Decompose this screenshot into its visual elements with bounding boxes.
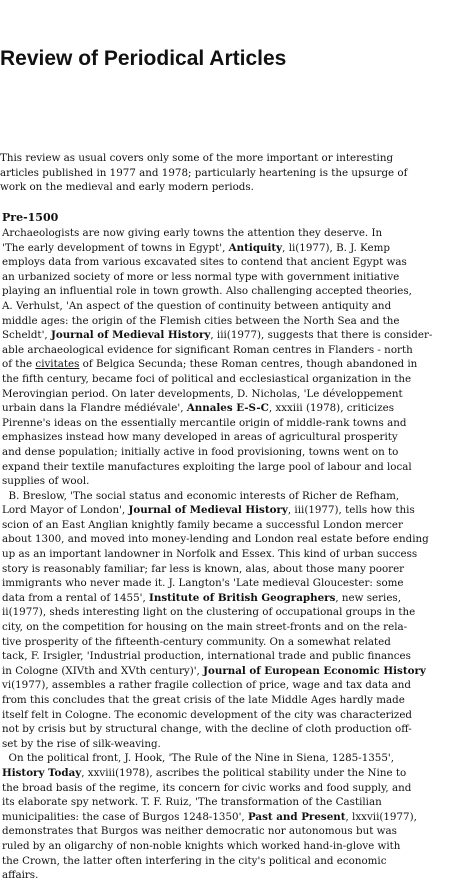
body-line: History Today, xxviii(1978), ascribes the political stability under the Nine to — [2, 766, 407, 779]
body-line: Pirenne's ideas on the essentially mercantile origin of middle-rank towns and — [2, 416, 407, 429]
intro-paragraph — [0, 151, 474, 195]
section-heading: Pre-1500 — [2, 211, 59, 224]
body-line: the fifth century, became foci of political and ecclesiastical organization in the — [2, 372, 412, 385]
intro-line: work on the medieval and early modern periods. — [0, 181, 254, 194]
body-line: urbain dans la Flandre médiévale', Annales E-S-C, xxxiii (1978), criticizes — [2, 402, 395, 415]
body-line: from this concludes that the great crisis of the late Middle Ages hardly made — [2, 694, 405, 706]
body-line: ii(1977), sheds interesting light on the clustering of occupational groups in the — [2, 606, 416, 619]
page-title: Review of Periodical Articles — [0, 47, 287, 70]
body-line: expand their textile manufactures exploiting the large pool of labour and local — [2, 460, 412, 473]
body-line: scion of an East Anglian knightly family became a successful London mercer — [2, 518, 403, 531]
body-line: immigrants who never made it. J. Langton's 'Late medieval Gloucester: some — [2, 577, 404, 590]
body-line: Scheldt', Journal of Medieval History, iii(1977), suggests that there is consider- — [2, 329, 433, 342]
body-line: Archaeologists are now giving early towns the attention they deserve. In — [2, 227, 383, 239]
body-text — [2, 226, 468, 883]
body-line: the Crown, the latter often interfering in the city's political and economic — [2, 854, 387, 867]
body-line: not by crisis but by structural change, with the decline of cloth production off- — [2, 723, 412, 736]
body-line: employs data from various excavated sites to contend that ancient Egypt was — [2, 256, 407, 269]
body-line: vi(1977), assembles a rather fragile collection of price, wage and tax data and — [2, 679, 411, 692]
body-line: playing an influential role in town growth. Also challenging accepted theories, — [2, 285, 412, 298]
intro-line: articles published in 1977 and 1978; particularly heartening is the upsurge of — [0, 166, 408, 179]
intro-line: This review as usual covers only some of the more important or interesting — [0, 152, 394, 164]
body-line: B. Breslow, 'The social status and economic interests of Richer de Refham, — [2, 489, 400, 502]
body-line: affairs. — [2, 869, 39, 882]
body-line: tack, F. Irsigler, 'Industrial production, international trade and public finances — [2, 650, 411, 663]
body-line: On the political front, J. Hook, 'The Rule of the Nine in Siena, 1285-1355', — [2, 752, 395, 765]
body-line: an urbanized society of more or less normal type with government initiative — [2, 270, 400, 283]
body-line: set by the rise of silk-weaving. — [2, 737, 161, 750]
body-line: tive prosperity of the fifteenth-century community. On a somewhat related — [2, 635, 391, 648]
body-line: of the civitates of Belgica Secunda; these Roman centres, though abandoned in — [2, 358, 418, 371]
body-line: 'The early development of towns in Egypt', Antiquity, li(1977), B. J. Kemp — [2, 241, 390, 254]
body-line: able archaeological evidence for significant Roman centres in Flanders - north — [2, 343, 413, 356]
body-line: Lord Mayor of London', Journal of Medieval History, iii(1977), tells how this — [2, 504, 415, 517]
body-line: and dense population; initially active in food provisioning, towns went on to — [2, 445, 399, 458]
body-line: middle ages: the origin of the Flemish cities between the North Sea and the — [2, 314, 400, 327]
body-line: emphasizes instead how many developed in areas of agricultural prosperity — [2, 431, 398, 444]
body-line: Merovingian period. On later developments, D. Nicholas, 'Le développement — [2, 387, 403, 400]
body-line: demonstrates that Burgos was neither democratic nor autonomous but was — [2, 825, 397, 838]
body-line: data from a rental of 1455', Institute of British Geographers, new series, — [2, 591, 401, 604]
body-line: ruled by an oligarchy of non-noble knights which worked hand-in-glove with — [2, 839, 401, 852]
body-line: its elaborate spy network. T. F. Ruiz, 'The transformation of the Castilian — [2, 796, 382, 809]
body-line: in Cologne (XIVth and XVth century)', Journal of European Economic History — [2, 664, 426, 677]
body-line: up as an important landowner in Norfolk and Essex. This kind of urban success — [2, 548, 418, 561]
body-line: A. Verhulst, 'An aspect of the question of continuity between antiquity and — [2, 299, 392, 312]
body-line: the broad basis of the regime, its concern for civic works and food supply, and — [2, 781, 412, 794]
body-line: municipalities: the case of Burgos 1248-1350', Past and Present, lxxvii(1977), — [2, 810, 417, 823]
body-line: city, on the competition for housing on the main street-fronts and on the rela- — [2, 621, 408, 634]
body-line: supplies of wool. — [2, 475, 90, 488]
body-line: story is reasonably familiar; far less is known, alas, about those many poorer — [2, 562, 405, 575]
body-line: about 1300, and moved into money-lending and London real estate before ending — [2, 533, 429, 546]
body-line: itself felt in Cologne. The economic development of the city was characterized — [2, 708, 413, 721]
